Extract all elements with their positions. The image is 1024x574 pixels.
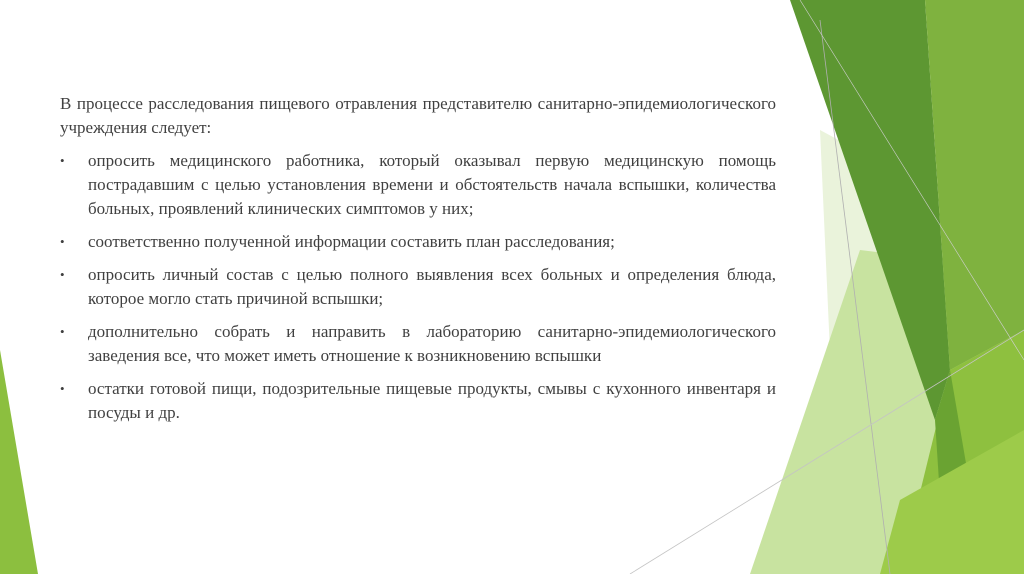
text-content	[60, 92, 776, 434]
bullet-icon: •	[60, 234, 65, 249]
left-green-wedge	[0, 350, 38, 574]
list-item-text: соответственно полученной информации составить план расследования;	[88, 232, 615, 251]
list-item-text: дополнительно собрать и направить в лабораторию санитарно-эпидемиологического заведения все, что может иметь отношение к возникновению вспышки	[88, 322, 776, 365]
list-item-text: опросить личный состав с целью полного выявления всех больных и определения блюда, которое могло стать причиной вспышки;	[88, 265, 776, 308]
list-item	[60, 149, 776, 221]
bullet-icon: •	[60, 381, 65, 396]
intro-paragraph: В процессе расследования пищевого отравления представителю санитарно-эпидемиологического учреждения следует:	[60, 94, 776, 137]
list-item	[60, 320, 776, 368]
bullet-icon: •	[60, 267, 65, 282]
bullet-icon: •	[60, 153, 65, 168]
list-item	[60, 263, 776, 311]
list-item	[60, 377, 776, 425]
list-item-text: опросить медицинского работника, который оказывал первую медицинскую помощь пострадавшим с целью установления времени и обстоятельств начала вспышки, количества больных, проявлений клинических симптомов у них;	[88, 151, 776, 218]
list-item-text: остатки готовой пищи, подозрительные пищевые продукты, смывы с кухонного инвентаря и посуды и др.	[88, 379, 776, 422]
bullet-list	[60, 149, 776, 425]
list-item	[60, 230, 776, 254]
bullet-icon: •	[60, 324, 65, 339]
